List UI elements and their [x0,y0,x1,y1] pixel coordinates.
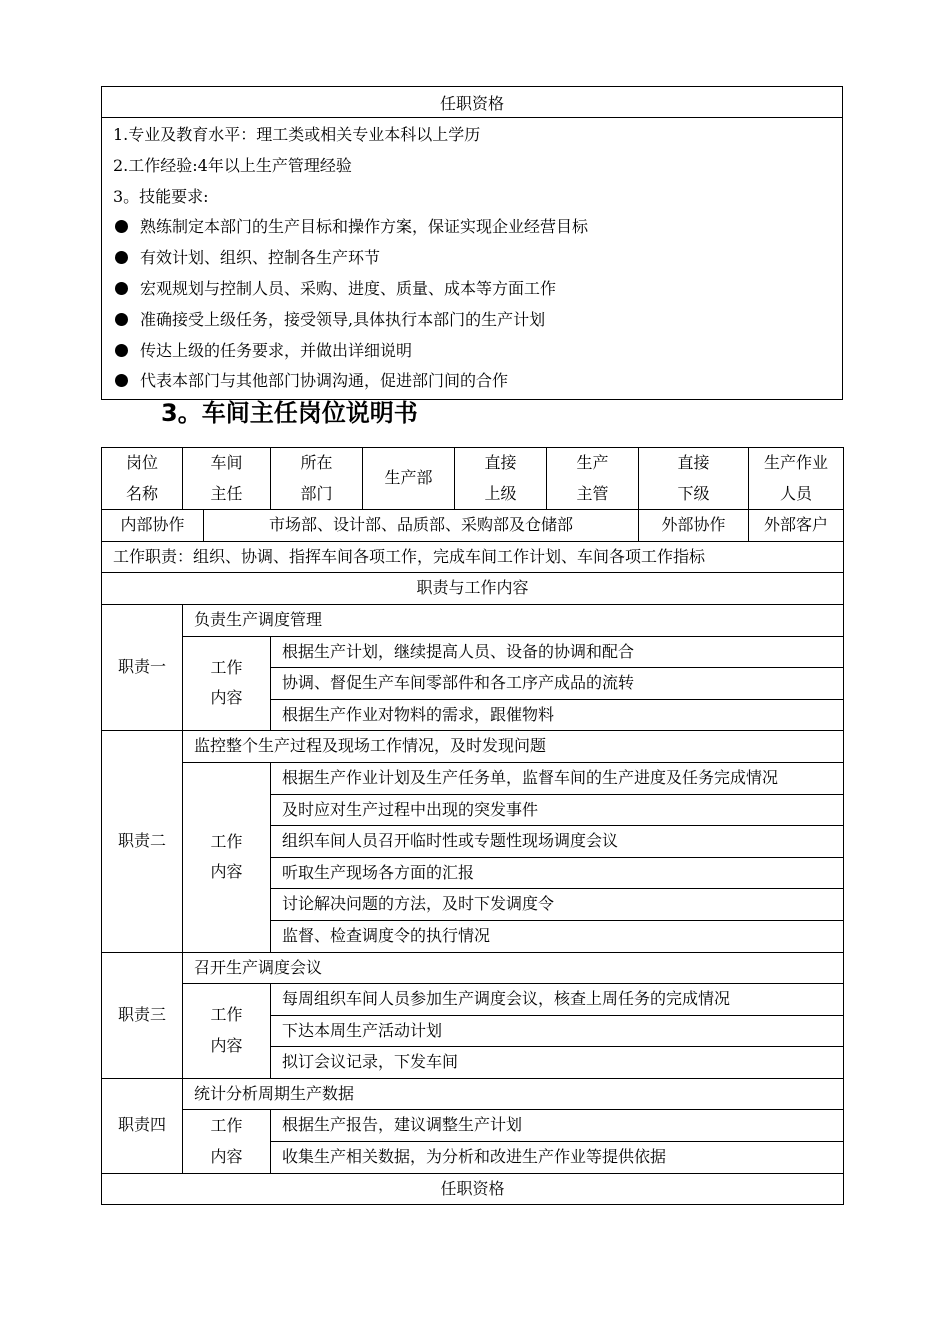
duty-item: 拟订会议记录，下发车间 [271,1047,844,1079]
duty-item: 组织车间人员召开临时性或专题性现场调度会议 [271,826,844,858]
duty-item: 根据生产作业对物料的需求，跟催物料 [271,699,844,731]
bullet-icon [115,251,128,264]
skill-item: 熟练制定本部门的生产目标和操作方案，保证实现企业经营目标 [113,212,842,243]
duties-header: 职责与工作内容 [102,573,844,605]
section-title: 3。车间主任岗位说明书 [161,399,418,427]
job-summary: 工作职责：组织、协调、指挥车间各项工作，完成车间工作计划、车间各项工作指标 [102,541,844,573]
duty-item: 根据生产作业计划及生产任务单，监督车间的生产进度及任务完成情况 [271,762,844,794]
duty-item: 每周组织车间人员参加生产调度会议，核查上周任务的完成情况 [271,984,844,1016]
bullet-icon [115,282,128,295]
qualification-footer: 任职资格 [102,1173,844,1205]
superior-value: 生产 [576,453,609,472]
duty-title: 负责生产调度管理 [183,604,844,636]
content-label: 工作 内容 [183,762,271,952]
duty-name: 职责三 [102,952,183,1078]
internal-value: 市场部、设计部、品质部、采购部及仓储部 [204,510,639,542]
duty-item: 根据生产报告，建议调整生产计划 [271,1110,844,1142]
duty-item: 讨论解决问题的方法，及时下发调度令 [271,889,844,921]
bullet-icon [115,313,128,326]
duty-title: 监控整个生产过程及现场工作情况，及时发现问题 [183,731,844,763]
duty-item: 收集生产相关数据，为分析和改进生产作业等提供依据 [271,1142,844,1174]
duty-item: 监督、检查调度令的执行情况 [271,920,844,952]
qualification-table [101,86,843,400]
duty-title: 统计分析周期生产数据 [183,1078,844,1110]
external-value: 外部客户 [749,510,844,542]
qualification-line: 2.工作经验:4年以上生产管理经验 [113,155,352,175]
qualification-line: 1.专业及教育水平：理工类或相关专业本科以上学历 [113,125,481,144]
dept-value: 生产部 [363,448,455,510]
duty-name: 职责二 [102,731,183,952]
bullet-icon [115,344,128,357]
skill-item: 宏观规划与控制人员、采购、进度、质量、成本等方面工作 [113,274,842,305]
bullet-icon [115,220,128,233]
superior-label: 直接 上级 生产 主管 [455,448,639,510]
duty-item: 协调、督促生产车间零部件和各工序产成品的流转 [271,668,844,700]
job-description-table [101,447,844,1205]
duty-item: 下达本周生产活动计划 [271,1015,844,1047]
internal-label: 内部协作 [102,510,204,542]
qualification-body [102,118,843,400]
duty-item: 及时应对生产过程中出现的突发事件 [271,794,844,826]
content-label: 工作 内容 [183,1110,271,1173]
content-label: 工作 内容 [183,984,271,1079]
position-value: 车间 主任 [183,448,271,510]
content-label: 工作 内容 [183,636,271,731]
duty-item: 听取生产现场各方面的汇报 [271,857,844,889]
duty-title: 召开生产调度会议 [183,952,844,984]
position-label: 岗位 名称 [102,448,183,510]
duty-name: 职责四 [102,1078,183,1173]
duty-name: 职责一 [102,604,183,730]
subordinate-label: 直接 下级 [639,448,749,510]
dept-label: 所在 部门 [271,448,363,510]
skill-item: 传达上级的任务要求，并做出详细说明 [113,336,842,367]
skill-item: 有效计划、组织、控制各生产环节 [113,243,842,274]
subordinate-value: 生产作业 人员 [749,448,844,510]
skill-item: 代表本部门与其他部门协调沟通，促进部门间的合作 [113,366,842,397]
qualification-header: 任职资格 [102,87,843,118]
bullet-icon [115,374,128,387]
external-label: 外部协作 [639,510,749,542]
qualification-line: 3。技能要求: [113,186,209,206]
duty-item: 根据生产计划，继续提高人员、设备的协调和配合 [271,636,844,668]
skill-item: 准确接受上级任务，接受领导,具体执行本部门的生产计划 [113,305,842,336]
